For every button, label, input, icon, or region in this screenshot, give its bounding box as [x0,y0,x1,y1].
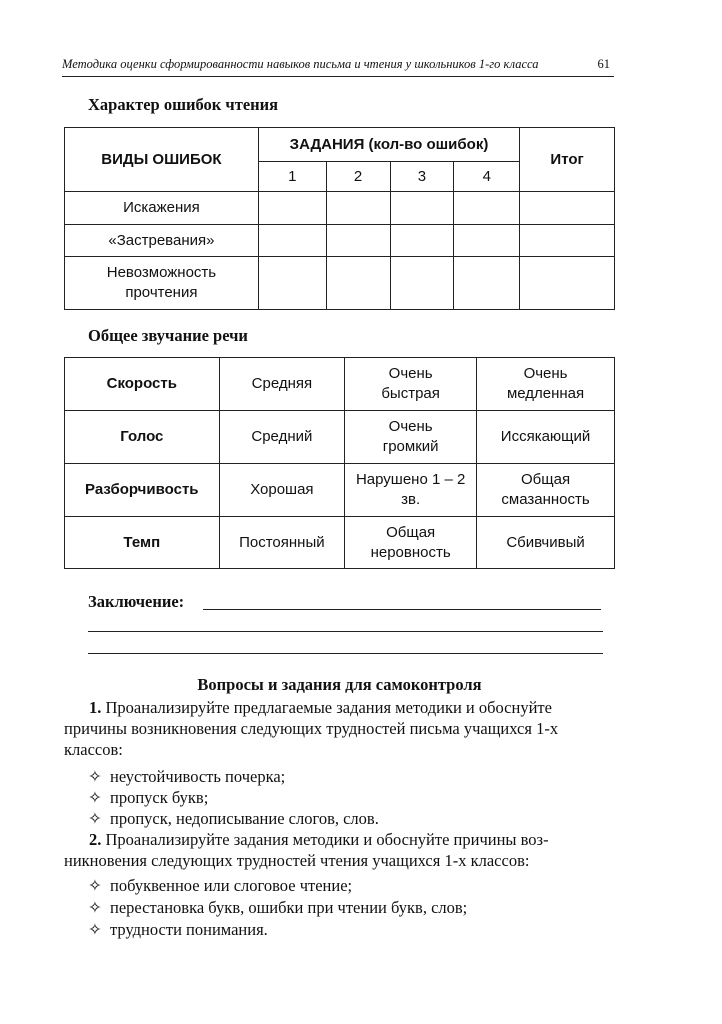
question-1 [64,697,615,760]
speech-title: Общее звучание речи [88,326,248,345]
row-label: «Застревания» [65,225,259,257]
header-tasks: ЗАДАНИЯ (кол-во ошибок) [258,128,519,162]
question-number: 2. [89,830,102,849]
table-cell: Очень быстрая [345,358,477,411]
table-cell: Общая смазанность [477,464,615,517]
table-row [65,192,615,225]
question-2 [64,829,615,871]
empty-cell [326,257,390,310]
list-item [88,919,268,940]
list-item-text: пропуск букв; [110,788,209,807]
conclusion-line [203,609,601,610]
question-text: Проанализируйте задания методики и обоснуйте причины возникновения следующих трудностей чтения учащихся 1-х классов: [64,830,549,870]
conclusion-label: Заключение: [88,592,185,611]
table-row [65,517,615,569]
empty-cell [326,192,390,225]
list-item-text: неустойчивость почерка; [110,767,286,786]
table-row [65,411,615,464]
header-error-types: ВИДЫ ОШИБОК [65,128,259,192]
row-label: Голос [65,411,220,464]
bullet-icon: ✧ [88,788,102,807]
list-item-text: побуквенное или слоговое чтение; [110,876,353,895]
question-number: 1. [89,698,102,717]
conclusion-line [88,631,603,632]
row-label: Разборчивость [65,464,220,517]
list-item [88,897,467,918]
table-cell: Нарушено 1 – 2 зв. [345,464,477,517]
table-row [65,257,615,310]
table-cell: Общая неровность [345,517,477,569]
task-number: 2 [326,162,390,192]
empty-cell [454,225,520,257]
row-label: Скорость [65,358,220,411]
empty-cell [326,225,390,257]
table-row [65,358,615,411]
question-text: Проанализируйте предлагаемые задания методики и обоснуйте причины возникновения следующих трудностей письма учащихся 1-х классов: [64,698,559,759]
list-item [88,808,379,829]
bullet-icon: ✧ [88,876,102,895]
bullet-icon: ✧ [88,898,102,917]
bullet-icon: ✧ [88,767,102,786]
empty-cell [390,225,454,257]
page-number: 61 [597,57,610,71]
row-label: Темп [65,517,220,569]
table-cell: Постоянный [219,517,345,569]
empty-cell [520,192,615,225]
empty-cell [390,192,454,225]
reading-errors-table [64,127,615,310]
list-item [88,766,285,787]
bullet-icon: ✧ [88,920,102,939]
list-item [88,787,208,808]
task-number: 1 [258,162,326,192]
speech-table [64,357,615,569]
bullet-icon: ✧ [88,809,102,828]
task-number: 4 [454,162,520,192]
list-item-text: перестановка букв, ошибки при чтении букв, слов; [110,898,468,917]
table-row [65,464,615,517]
row-label: Невозможность прочтения [65,257,259,310]
table-row [65,225,615,257]
table-cell: Очень медленная [477,358,615,411]
table-cell: Иссякающий [477,411,615,464]
empty-cell [258,192,326,225]
row-label: Искажения [65,192,259,225]
table-cell: Средний [219,411,345,464]
list-item-text: трудности понимания. [110,920,268,939]
empty-cell [258,257,326,310]
self-control-title: Вопросы и задания для самоконтроля [197,675,482,694]
table-cell: Хорошая [219,464,345,517]
task-number: 3 [390,162,454,192]
conclusion-line [88,653,603,654]
empty-cell [454,257,520,310]
empty-cell [258,225,326,257]
header-total: Итог [520,128,615,192]
table-cell: Очень громкий [345,411,477,464]
empty-cell [520,225,615,257]
running-header [62,54,614,77]
empty-cell [520,257,615,310]
reading-errors-title: Характер ошибок чтения [88,95,279,114]
table-cell: Сбивчивый [477,517,615,569]
list-item-text: пропуск, недописывание слогов, слов. [110,809,379,828]
table-cell: Средняя [219,358,345,411]
list-item [88,875,352,896]
running-title: Методика оценки сформированности навыков письма и чтения у школьников 1-го класса [62,57,539,71]
empty-cell [454,192,520,225]
empty-cell [390,257,454,310]
